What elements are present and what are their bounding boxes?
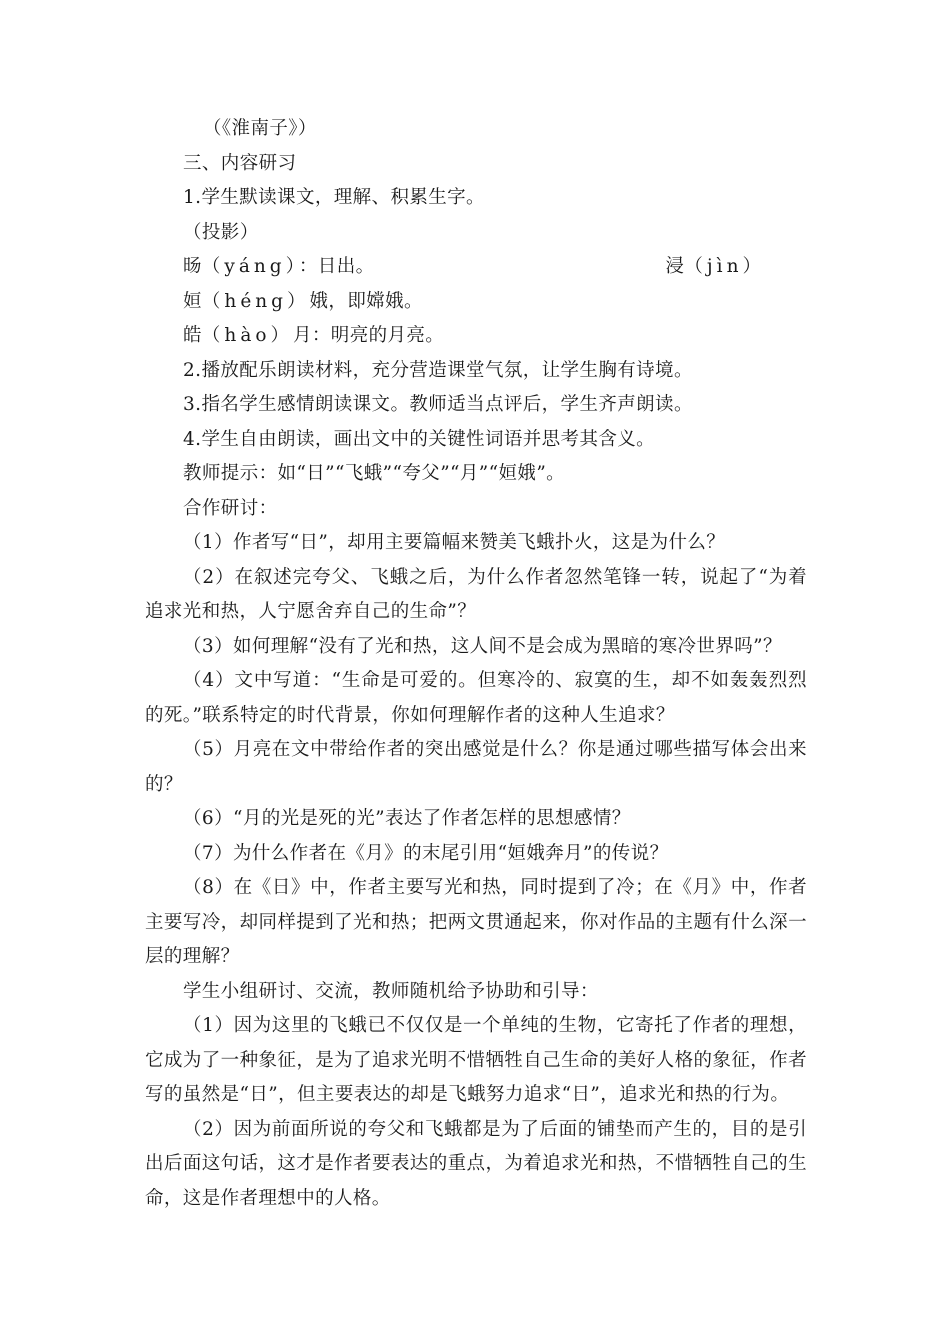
vocab-item: 旸（yáng）：日出。 xyxy=(183,256,375,277)
question-item: （8）在《日》中，作者主要写光和热，同时提到了冷；在《月》中，作者主要写冷，却同样提到了光和热；把两文贯通起来，你对作品的主题有什么深一层的理解？ xyxy=(145,877,807,967)
question-item: （4）文中写道：“生命是可爱的。但寒冷的、寂寞的生，却不如轰轰烈烈的死。”联系特定的时代背景，你如何理解作者的这种人生追求？ xyxy=(145,670,807,726)
step-1: 1.学生默读课文，理解、积累生字。 xyxy=(183,187,485,208)
step-2: 2.播放配乐朗读材料，充分营造课堂气氛，让学生胸有诗境。 xyxy=(183,359,693,381)
answer-item: （2）因为前面所说的夸父和飞蛾都是为了后面的铺垫而产生的，目的是引出后面这句话，这才是作者要表达的重点，为着追求光和热，不惜牺牲自己的生命，这是作者理想中的人格。 xyxy=(145,1118,807,1209)
answer-item: （1）因为这里的飞蛾已不仅仅是一个单纯的生物，它寄托了作者的理想，它成为了一种象征，是为了追求光明不惜牺牲自己生命的美好人格的象征，作者写的虽然是“日”，但主要表达的却是飞蛾努力追求“日”，追求光和热的行为。 xyxy=(145,1015,807,1105)
vocab-item: 皓（hào）月：明亮的月亮。 xyxy=(183,325,445,346)
projection-note: （投影） xyxy=(183,221,259,243)
source-citation: （《淮南子》） xyxy=(203,118,317,139)
question-item: （7）为什么作者在《月》的末尾引用“姮娥奔月”的传说？ xyxy=(183,842,669,864)
question-item: （6）“月的光是死的光”表达了作者怎样的思想感情？ xyxy=(183,808,631,829)
step-3: 3.指名学生感情朗读课文。教师适当点评后，学生齐声朗读。 xyxy=(183,394,693,415)
question-item: （3）如何理解“没有了光和热，这人间不是会成为黑暗的寒冷世界吗”？ xyxy=(183,635,782,657)
vocab-row xyxy=(145,250,807,285)
question-item: （5）月亮在文中带给作者的突出感觉是什么？你是通过哪些描写体会出来的？ xyxy=(145,739,807,795)
document-body xyxy=(145,112,807,1216)
teacher-hint: 教师提示：如“日”“飞蛾”“夸父”“月”“姮娥”。 xyxy=(183,463,566,484)
section-heading: 三、内容研习 xyxy=(183,152,297,174)
coop-heading: 合作研讨： xyxy=(183,497,278,519)
vocab-item: 浸（jìn） xyxy=(665,256,765,277)
question-item: （1）作者写“日”，却用主要篇幅来赞美飞蛾扑火，这是为什么？ xyxy=(183,532,726,553)
discussion-intro: 学生小组研讨、交流，教师随机给予协助和引导： xyxy=(183,980,599,1002)
question-item: （2）在叙述完夸父、飞蛾之后，为什么作者忽然笔锋一转，说起了“为着追求光和热，人宁愿舍弃自己的生命”？ xyxy=(145,566,807,622)
step-4: 4.学生自由朗读，画出文中的关键性词语并思考其含义。 xyxy=(183,428,656,450)
vocab-item: 姮（héng）娥，即嫦娥。 xyxy=(183,290,423,312)
